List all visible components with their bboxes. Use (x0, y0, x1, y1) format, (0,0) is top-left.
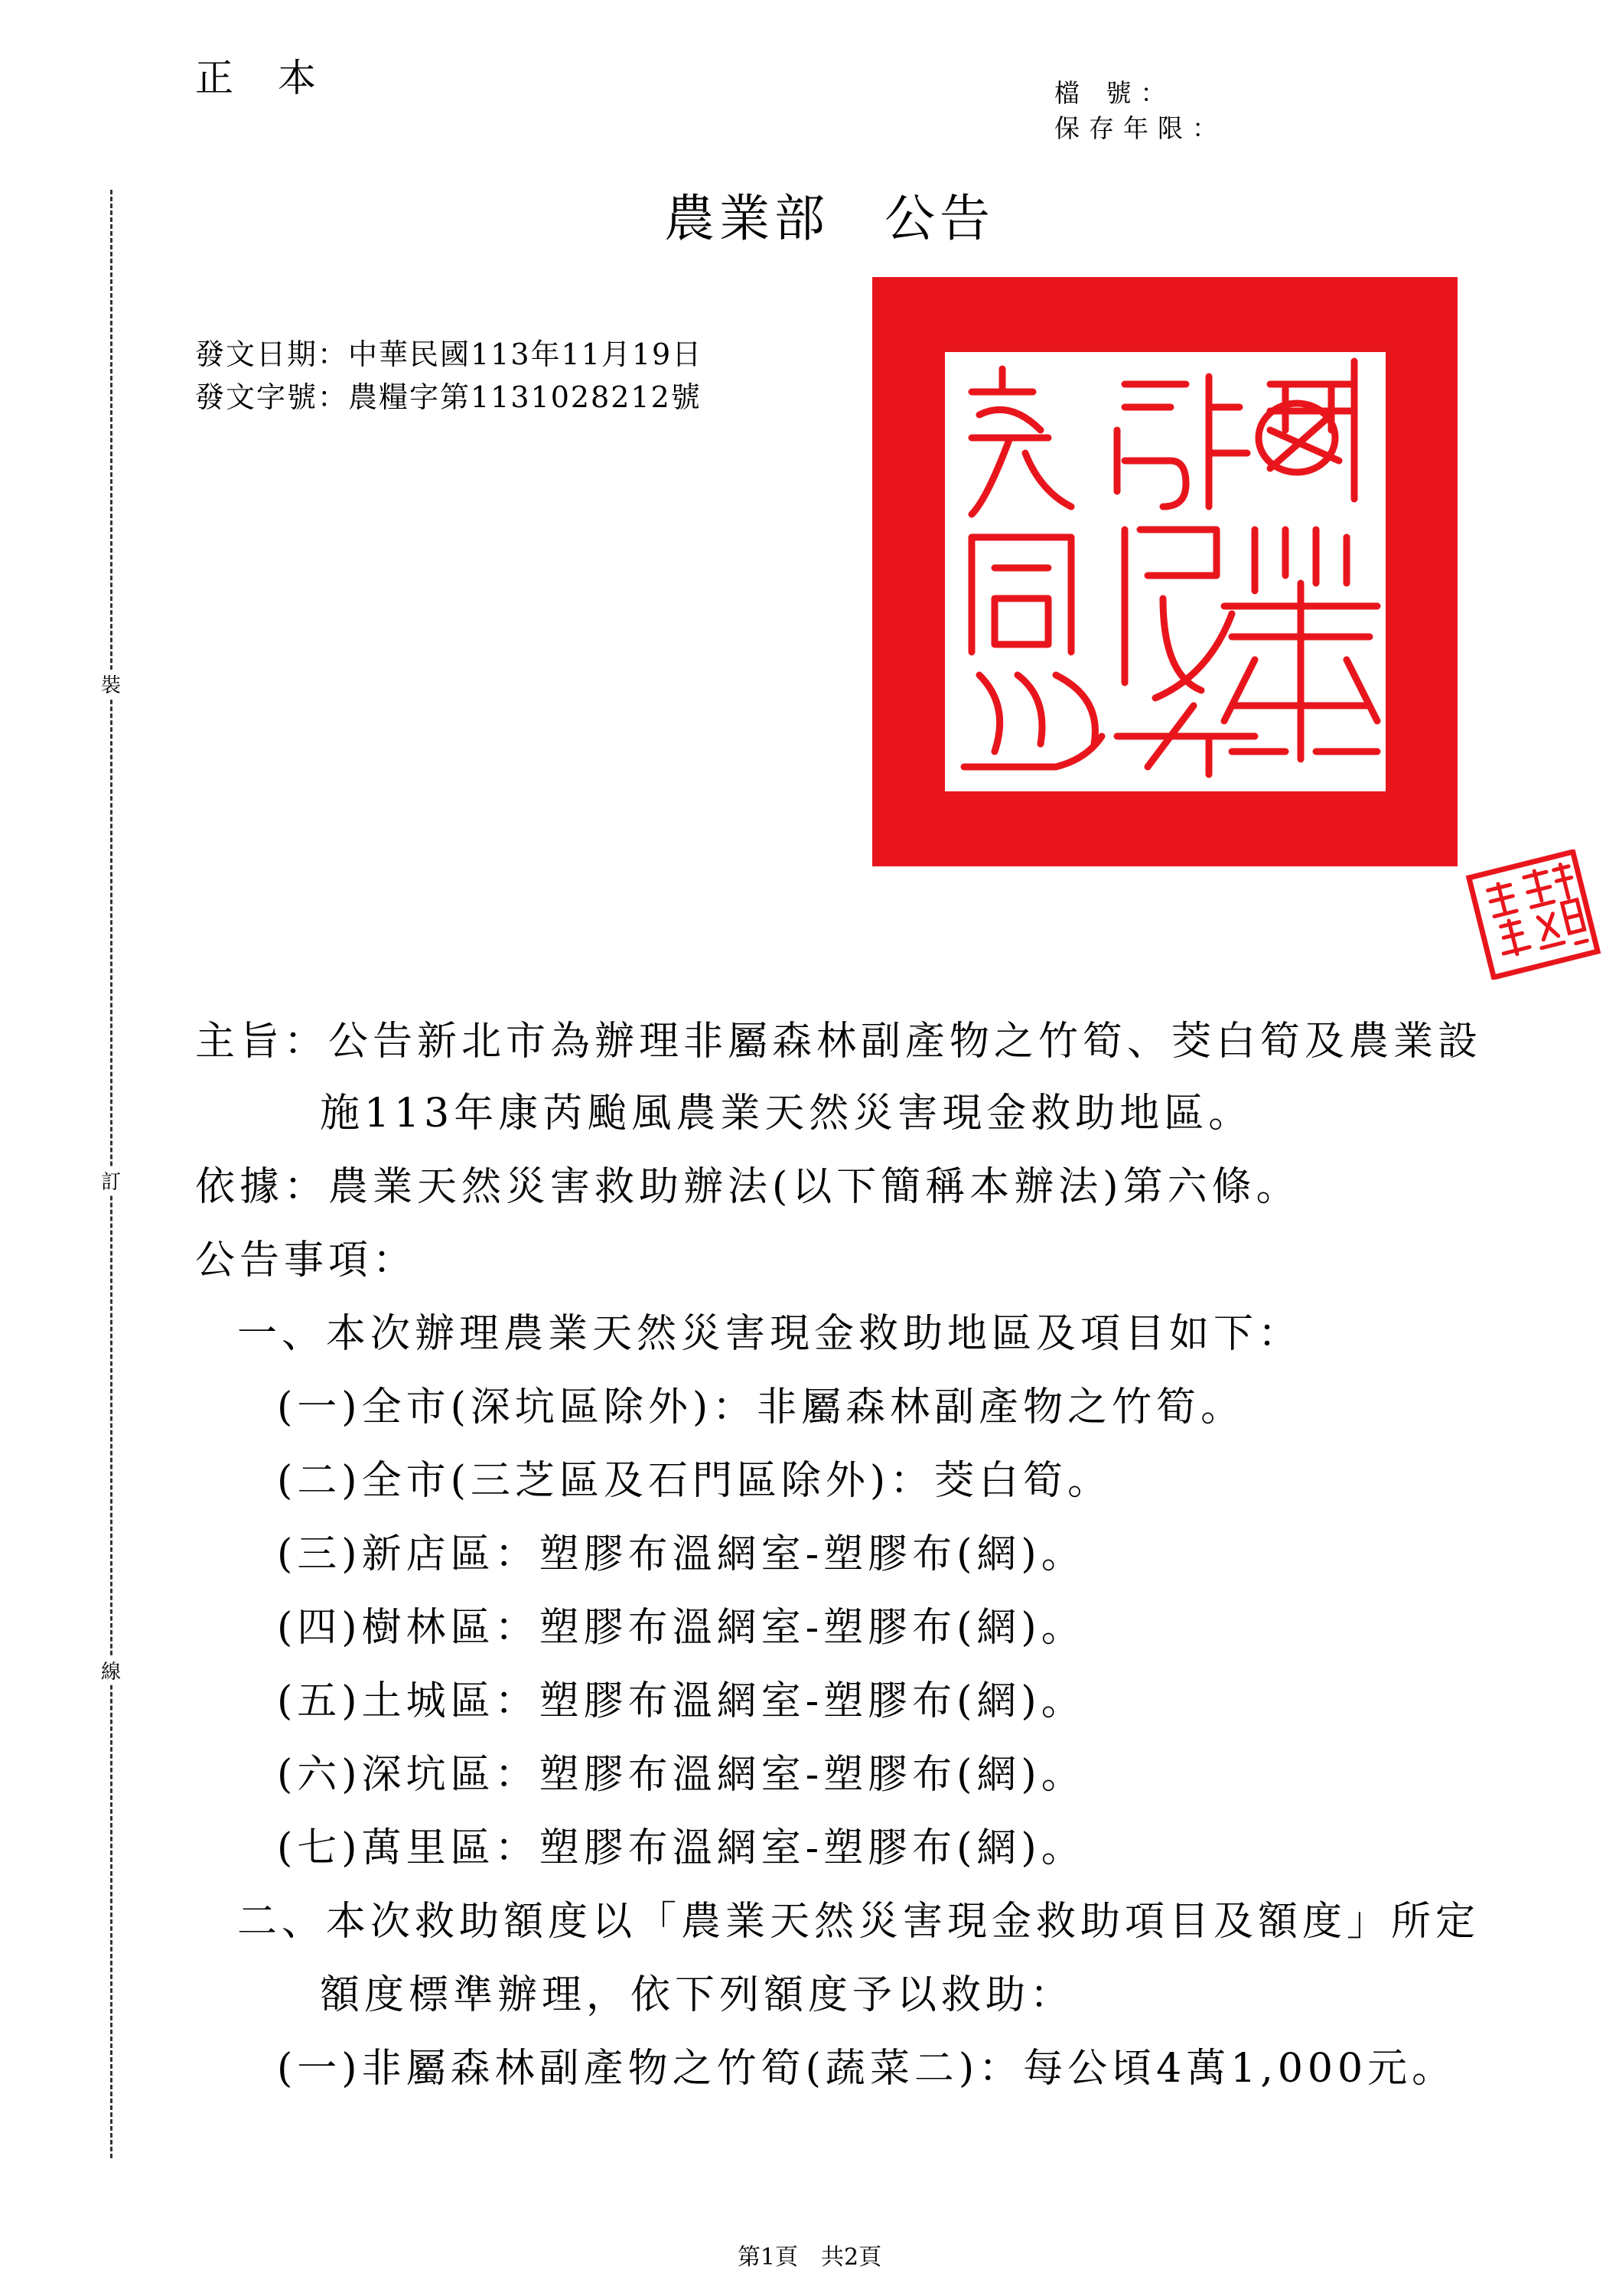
official-seal-image (872, 277, 1458, 866)
item-1-sub-7: (七)萬里區：塑膠布溫網室-塑膠布(網)。 (277, 1825, 1086, 1871)
item-1-sub-4: (四)樹林區：塑膠布溫網室-塑膠布(網)。 (277, 1605, 1086, 1651)
items-heading: 公告事項： (195, 1238, 418, 1283)
minister-seal-image (1464, 850, 1602, 980)
item-1-sub-5: (五)土城區：塑膠布溫網室-塑膠布(網)。 (277, 1678, 1086, 1724)
page-title: 農業部 公告 (664, 189, 995, 248)
item-1-sub-3: (三)新店區：塑膠布溫網室-塑膠布(網)。 (277, 1531, 1086, 1577)
item-2-sub-1: (一)非屬森林副產物之竹筍(蔬菜二)：每公頃4萬1,000元。 (277, 2046, 1457, 2092)
item-2-line-2: 額度標準辦理，依下列額度予以救助： (320, 1972, 1075, 2018)
binding-mark-ding: 訂 (101, 1166, 121, 1195)
issue-date: 發文日期：中華民國113年11月19日 (195, 338, 703, 371)
page-footer: 第1頁 共2頁 (737, 2244, 882, 2271)
item-1-sub-6: (六)深坑區：塑膠布溫網室-塑膠布(網)。 (277, 1752, 1086, 1798)
item-1-sub-1: (一)全市(深坑區除外)：非屬森林副產物之竹筍。 (277, 1384, 1246, 1430)
subject-line-2: 施113年康芮颱風農業天然災害現金救助地區。 (320, 1091, 1253, 1137)
subject-line-1: 主旨：公告新北市為辦理非屬森林副產物之竹筍、茭白筍及農業設 (195, 1019, 1483, 1065)
copy-label: 正本 (195, 56, 360, 100)
retention-label: 保存年限： (1054, 113, 1226, 143)
item-1-heading: 一、本次辦理農業天然災害現金救助地區及項目如下： (237, 1311, 1303, 1357)
binding-mark-zhuang: 裝 (101, 670, 121, 698)
item-2-line-1: 二、本次救助額度以「農業天然災害現金救助項目及額度」所定 (237, 1899, 1481, 1945)
issue-number: 發文字號：農糧字第1131028212號 (195, 380, 702, 414)
basis-line: 依據：農業天然災害救助辦法(以下簡稱本辦法)第六條。 (195, 1164, 1301, 1210)
file-number-label: 檔 號： (1054, 78, 1175, 108)
item-1-sub-2: (二)全市(三芝區及石門區除外)：茭白筍。 (277, 1458, 1112, 1504)
binding-mark-xian: 線 (101, 1656, 121, 1684)
